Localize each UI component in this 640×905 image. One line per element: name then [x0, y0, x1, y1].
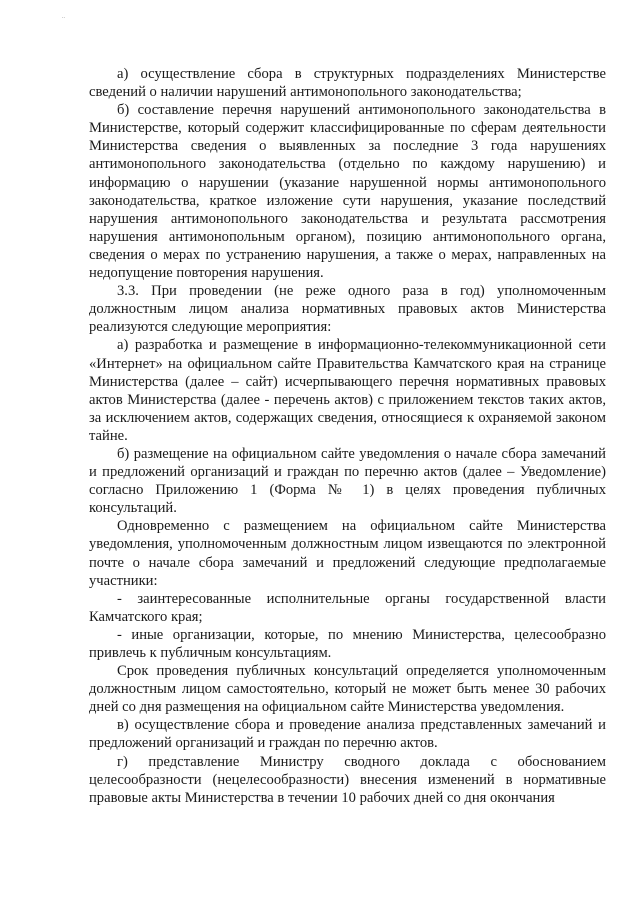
- paragraph-3-3-b: б) размещение на официальном сайте уведомления о начале сбора замечаний и предложений организаций и граждан по перечню актов (далее – Уведомление) согласно Приложению 1 (Форма № 1) в целях проведения публичных консультаций.: [89, 445, 606, 517]
- paragraph-3-2-b: б) составление перечня нарушений антимонопольного законодательства в Министерстве, который содержит классифицированные по сферам деятельности Министерства сведения о выявленных за последние 3 года нарушениях антимонопольного законодательства (отдельно по каждому нарушению) и информацию о нарушении (указание нарушенной нормы антимонопольного законодательства, краткое изложение сути нарушения, указание последствий нарушения антимонопольного законодательства и результата рассмотрения нарушения антимонопольным органом), позицию антимонопольного органа, сведения о мерах по устранению нарушения, а также о мерах, направленных на недопущение повторения нарушения.: [89, 102, 606, 282]
- paragraph-consultation-period: Срок проведения публичных консультаций определяется уполномоченным должностным лицом самостоятельно, который не может быть менее 30 рабочих дней со дня размещения на официальном сайте Министерства уведомления.: [89, 663, 606, 716]
- paragraph-3-3: 3.3. При проведении (не реже одного раза в год) уполномоченным должностным лицом анализа нормативных правовых актов Министерства реализуются следующие мероприятия:: [89, 283, 606, 336]
- list-item-other-organizations: - иные организации, которые, по мнению Министерства, целесообразно привлечь к публичным консультациям.: [89, 626, 606, 661]
- paragraph-3-2-a: а) осуществление сбора в структурных подразделениях Министерстве сведений о наличии нарушений антимонопольного законодательства;: [89, 66, 606, 101]
- corner-mark: ..: [62, 14, 65, 20]
- paragraph-notification: Одновременно с размещением на официальном сайте Министерства уведомления, уполномоченным должностным лицом извещаются по электронной почте о начале сбора замечаний и предложений следующие предполагаемые участники:: [89, 518, 606, 589]
- list-item-state-bodies: - заинтересованные исполнительные органы государственной власти Камчатского края;: [89, 590, 606, 625]
- paragraph-3-3-v: в) осуществление сбора и проведение анализа представленных замечаний и предложений организаций и граждан по перечню актов.: [89, 717, 606, 752]
- paragraph-3-3-g: г) представление Министру сводного доклада с обоснованием целесообразности (нецелесообразности) внесения изменений в нормативные правовые акты Министерства в течении 10 рабочих дней со дня окончания: [89, 753, 606, 806]
- document-body: [89, 65, 606, 807]
- paragraph-3-3-a: а) разработка и размещение в информационно-телекоммуникационной сети «Интернет» на официальном сайте Правительства Камчатского края на странице Министерства (далее – сайт) исчерпывающего перечня нормативных правовых актов Министерства (далее - перечень актов) с приложением текстов таких актов, за исключением актов, содержащих сведения, относящиеся к охраняемой законом тайне.: [89, 337, 606, 444]
